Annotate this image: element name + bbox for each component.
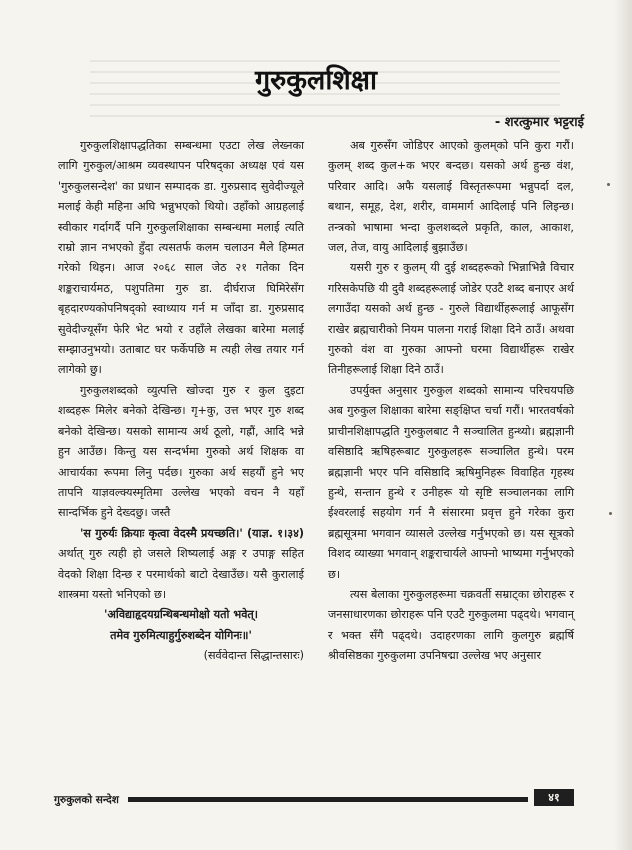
- paragraph: अब गुरुसँग जोडिएर आएको कुलम्‌को पनि कुरा गरौं। कुलम् शब्द कुल+क भएर बन्दछ। यसको अर्थ हुन्छ वंश, परिवार आदि। अफै यसलाई विस्तृतरूपमा भन्नुपर्दा दल, बथान, समूह, देश, शरीर, वाममार्ग आदिलाई पनि लिइन्छ। तन्त्रको भाषामा भन्दा कुलशब्दले प्रकृति, काल, आकाश, जल, तेज, वायु आदिलाई बुझाउँछ।: [328, 139, 574, 255]
- page-edge-shadow: [614, 0, 632, 850]
- verse-line-1: 'अविद्याहृदयग्रन्थिबन्धमोक्षो यतो भवेत्।: [103, 608, 259, 622]
- footer-publication-name: गुरुकुलको सन्देश: [54, 794, 119, 806]
- article-author: - शरत्कुमार भट्टराई: [494, 115, 584, 130]
- paragraph: गुरुकुलशिक्षापद्धतिका सम्बन्धमा एउटा लेख लेख्नका लागि गुरुकुल/आश्रम व्यवस्थापन परिषद्का अध्यक्ष एवं यस 'गुरुकुलसन्देश' का प्रधान सम्पादक डा. गुरुप्रसाद सुवेदीज्यूले मलाई केही महिना अघि भन्नुभएको थियो। उहाँको आग्रहलाई स्वीकार गर्दागर्दै पनि गुरुकुलशिक्षाका सम्बन्धमा मलाई त्यति राम्रो ज्ञान नभएको हुँदा त्यसतर्फ कलम चलाउन मैले हिम्मत गरेको थिइन। आज २०६८ साल जेठ २१ गतेका दिन शङ्कराचार्यमठ, पशुपतिमा गुरु डा. दीर्घराज घिमिरेसँग बृहदारण्यकोपनिषद्को स्वाध्याय गर्न म जाँदा डा. गुरुप्रसाद सुवेदीज्यूसँग फेरि भेट भयो र उहाँले लेखका बारेमा मलाई सम्झाउनुभयो। उताबाट घर फर्केपछि म त्यही लेख तयार गर्न लागेको छु।: [58, 139, 304, 377]
- paragraph: उपर्युक्त अनुसार गुरुकुल शब्दको सामान्य परिचयपछि अब गुरुकुल शिक्षाका बारेमा सङ्क्षिप्त चर्चा गरौं। भारतवर्षको प्राचीनशिक्षापद्धति गुरुकुलबाट नै सञ्चालित हुन्थ्यो। ब्रह्मज्ञानी वसिष्ठादि ऋषिहरूबाट गुरुकुलहरू सञ्चालित हुन्थे। परम ब्रह्मज्ञानी भएर पनि वसिष्ठादि ऋषिमुनिहरू विवाहित गृहस्थ हुन्थे, सन्तान हुन्थे र उनीहरू यो सृष्टि सञ्चालनका लागि ईश्वरलाई सहयोग गर्न नै संसारमा प्रवृत्त हुने गरेका कुरा ब्रह्मसूत्रमा भगवान व्यासले उल्लेख गर्नुभएको छ। यस सूत्रको विशद व्याख्या भगवान् शङ्कराचार्यले आफ्नो भाष्यमा गर्नुभएको छ।: [328, 383, 574, 581]
- paper-speck: [609, 512, 612, 515]
- verse-line-2: तमेव गुरुमित्याहुर्गुरुशब्देन योगिनः॥': [110, 628, 252, 642]
- paragraph: त्यस बेलाका गुरुकुलहरूमा चक्रवर्ती सम्राट्का छोराहरू र जनसाधारणका छोराहरू पनि एउटै गुरुकुलमा पढ्दथे। भगवान् र भक्त सँगै पढ्दथे। उदाहरणका लागि कुलगुरु ब्रह्मर्षि श्रीवसिष्ठका गुरुकुलमा उपनिषद्मा उल्लेख भए अनुसार: [328, 587, 574, 663]
- paragraph: यसरी गुरु र कुलम् यी दुई शब्दहरूको भिन्नाभिन्नै विचार गरिसकेपछि यी दुवै शब्दहरूलाई जोडेर एउटै शब्द बनाएर अर्थ लगाउँदा यसको अर्थ हुन्छ - गुरुले विद्यार्थीहरूलाई आफूसँग राखेर ब्रह्मचारीको नियम पालना गराई शिक्षा दिने ठाउँ। अथवा गुरुको वंश वा गुरुका आफ्नो घरमा विद्यार्थीहरू राखेर तिनीहरूलाई शिक्षा दिने ठाउँ।: [328, 261, 574, 377]
- verse-source: (सर्ववेदान्त सिद्धान्तसारः): [203, 649, 304, 663]
- paper-speck: [607, 183, 610, 186]
- left-column: [58, 136, 304, 667]
- quote-text: 'स गुरुर्यः क्रियाः कृत्वा वेदस्मै प्रयच्छति।' (याज्ञ. १।३४): [80, 526, 304, 540]
- quote-explanation: अर्थात् गुरु त्यही हो जसले शिष्यलाई अङ्ग र उपाङ्ग सहित वेदको शिक्षा दिन्छ र परमार्थको बाटो देखाउँछ। यसै कुरालाई शास्त्रमा यस्तो भनिएको छ।: [58, 547, 304, 601]
- right-column: [328, 136, 574, 667]
- paragraph: गुरुकुलशब्दको व्युत्पत्ति खोज्दा गुरु र कुल दुइटा शब्दहरू मिलेर बनेको देखिन्छ। गृ+कु, उत्त भएर गुरु शब्द बनेको देखिन्छ। यसको सामान्य अर्थ ठूलो, गह्रौं, आदि भन्ने हुन आउँछ। किन्तु यस सन्दर्भमा गुरुको अर्थ शिक्षक वा आचार्यका रूपमा लिनु पर्दछ। गुरुका अर्थ सहयौं हुने भए तापनि याज्ञवल्क्यस्मृतिमा उल्लेख भएको वचन नै यहाँ सान्दर्भिक हुने देख्दछु। जस्तै: [58, 383, 304, 520]
- article-title: गुरुकुलशिक्षा: [254, 65, 378, 96]
- quoted-shloka: [58, 524, 304, 606]
- footer-rule: [128, 797, 528, 802]
- page-number: ४१: [534, 789, 574, 806]
